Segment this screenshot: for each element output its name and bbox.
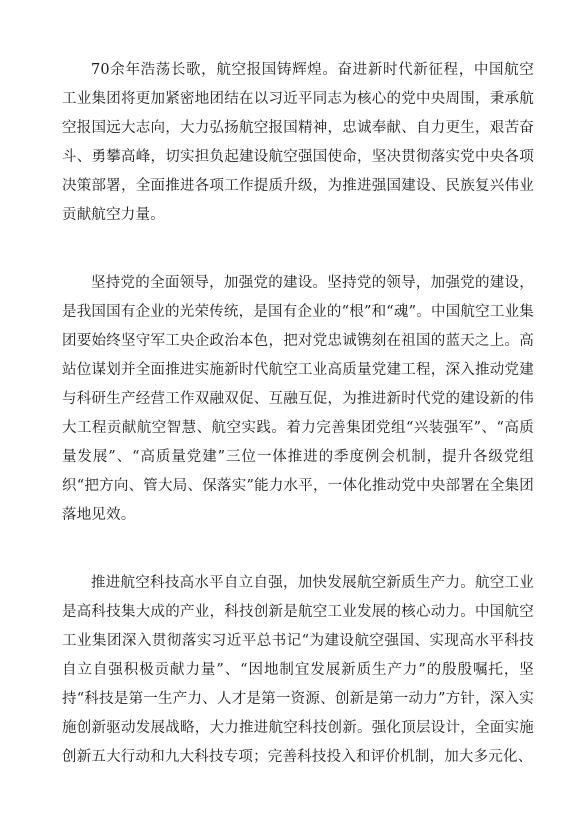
paragraph-3: 推进航空科技高水平自立自强，加快发展航空新质生产力。航空工业是高科技集大成的产业，科技创新是航空工业发展的核心动力。中国航空工业集团深入贯彻落实习近平总书记“为建设航空强国、实现高水平科技自立自强积极贡献力量”、“因地制宜发展新质生产力”的殷殷嘱托，坚持“科技是第一生产力、人才是第一资源、创新是第一动力”方针，深入实施创新驱动发展战略，大力推进航空科技创新。强化顶层设计，全面实施创新五大行动和九大科技专项；完善科技投入和评价机制，加大多元化、 (62, 575, 534, 765)
paragraph-1: 70余年浩荡长歌，航空报国铸辉煌。奋进新时代新征程，中国航空工业集团将更加紧密地团结在以习近平同志为核心的党中央周围，秉承航空报国远大志向，大力弘扬航空报国精神，忠诚奉献、自力更生，艰苦奋斗、勇攀高峰，切实担负起建设航空强国使命，坚决贯彻落实党中央各项决策部署，全面推进各项工作提质升级，为推进强国建设、民族复兴伟业贡献航空力量。 (62, 62, 534, 223)
paragraph-2: 坚持党的全面领导，加强党的建设。坚持党的领导，加强党的建设，是我国国有企业的光荣传统，是国有企业的“根”和“魂”。中国航空工业集团要始终坚守军工央企政治本色，把对党忠诚镌刻在祖国的蓝天之上。高站位谋划并全面推进实施新时代航空工业高质量党建工程，深入推动党建与科研生产经营工作双融双促、互融互促，为推进新时代党的建设新的伟大工程贡献航空智慧、航空实践。着力完善集团党组“兴装强军”、“高质量发展”、“高质量党建”三位一体推进的季度例会机制，提升各级党组织“把方向、管大局、保落实”能力水平，一体化推动党中央部署在全集团落地见效。 (62, 275, 534, 523)
